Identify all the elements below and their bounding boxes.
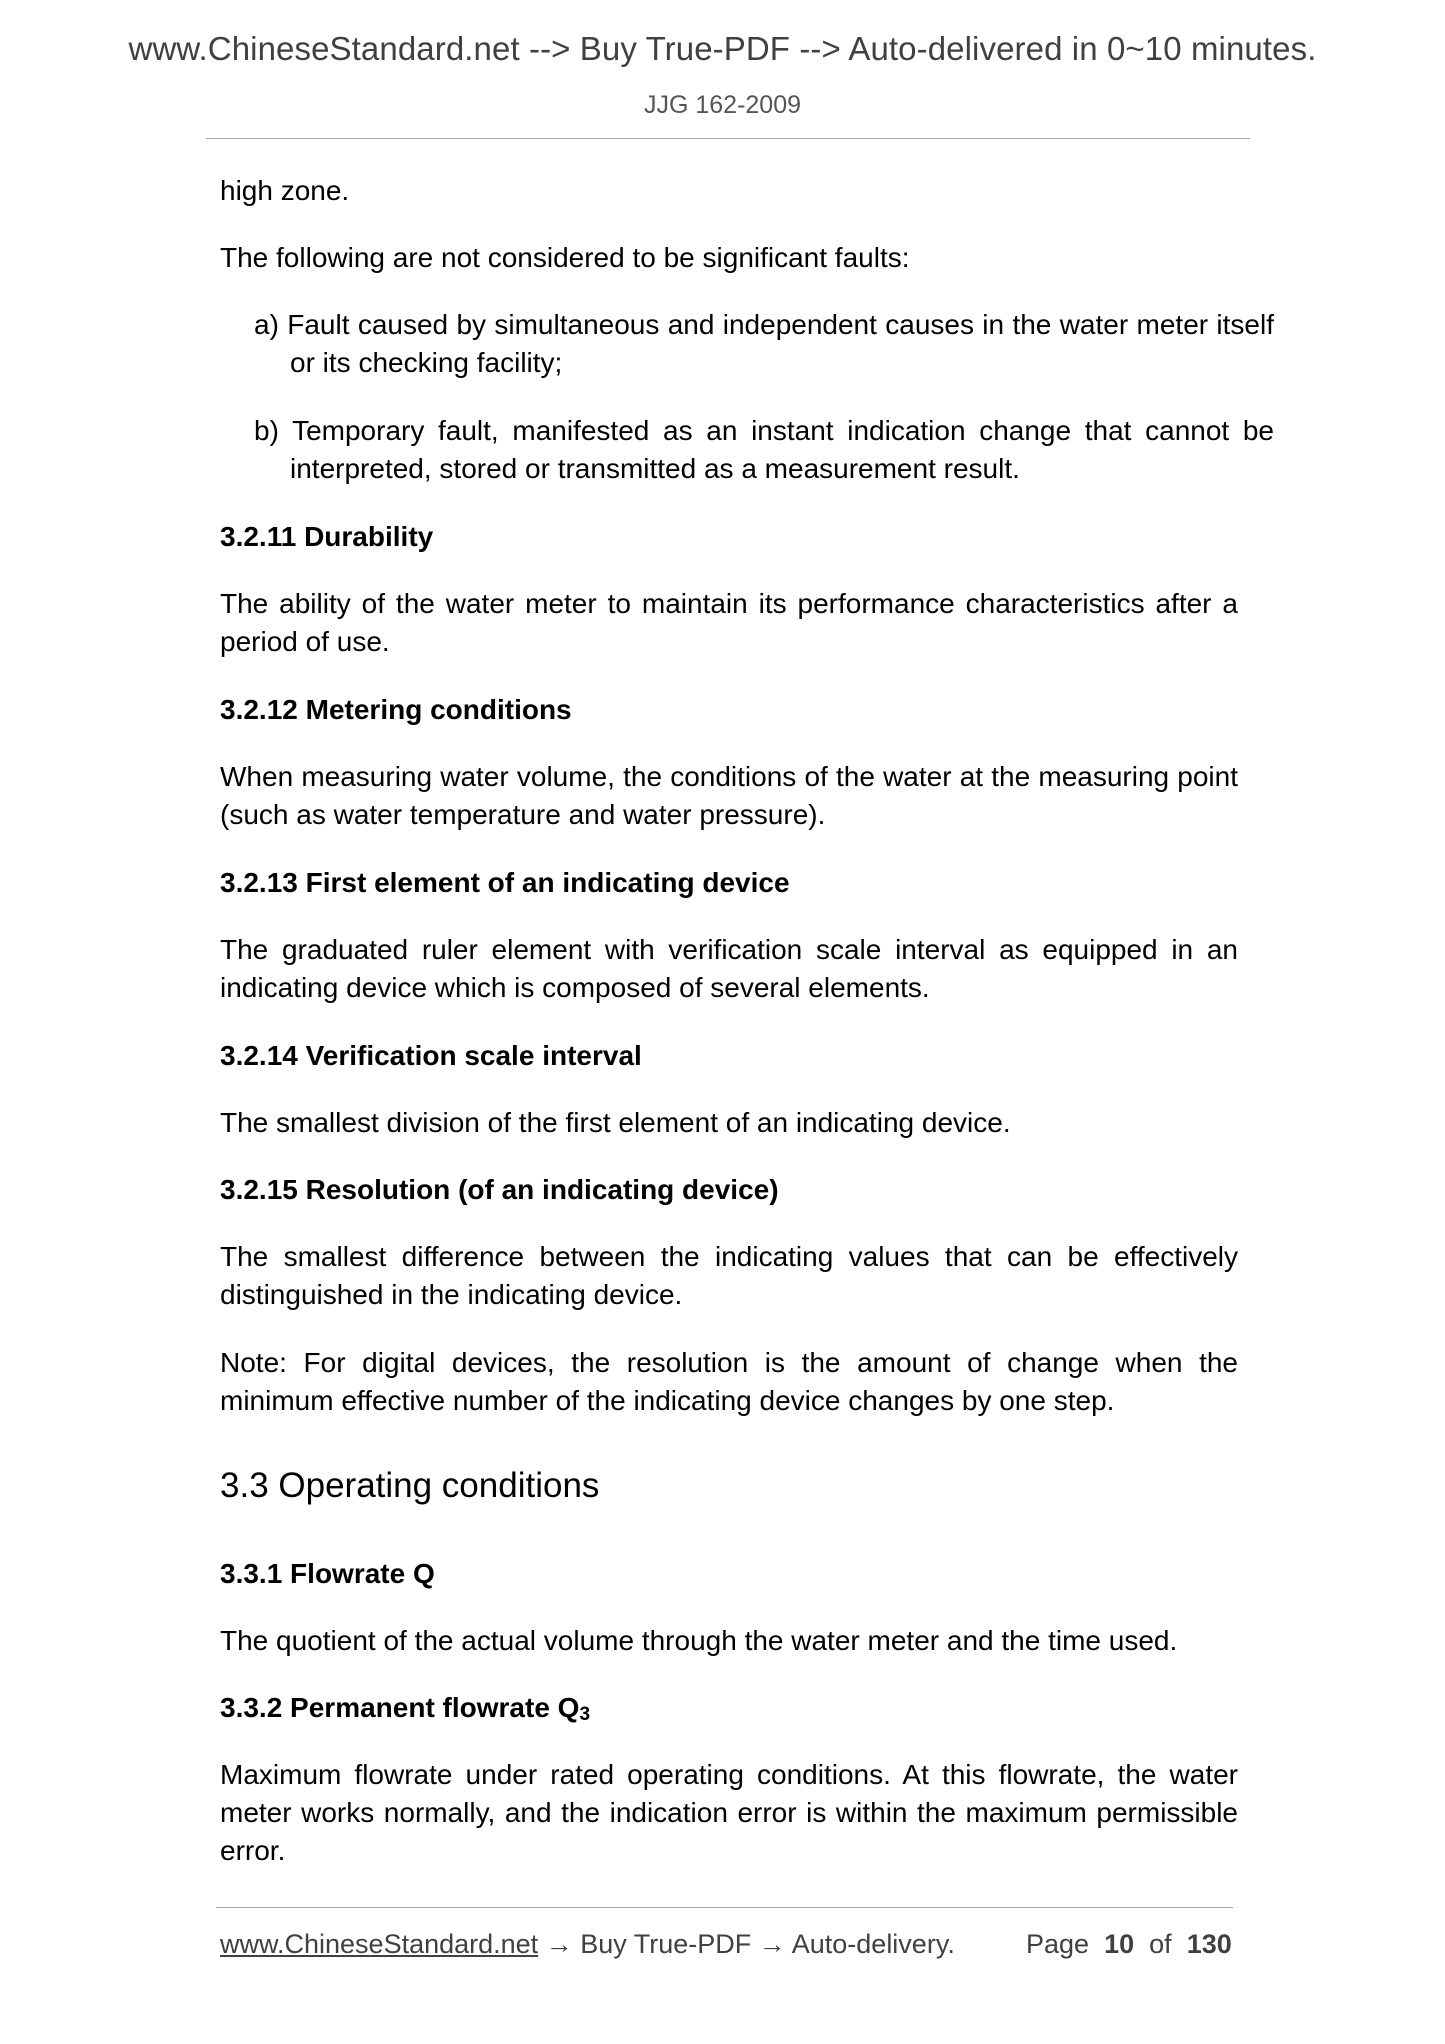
footer-promo <box>220 1929 955 1960</box>
footer-divider <box>216 1907 1233 1908</box>
footer-promo-text: → Buy True-PDF → Auto-delivery. <box>538 1929 955 1959</box>
standard-code: JJG 162-2009 <box>643 91 802 119</box>
paragraph: Maximum flowrate under rated operating conditions. At this flowrate, the water meter works normally, and the indication error is within the maximum permissible error. <box>220 1759 1238 1866</box>
section-heading: 3.3.1 Flowrate Q <box>220 1558 435 1589</box>
list-item-text: Temporary fault, manifested as an instant indication change that cannot be interpreted, stored or transmitted as a measurement result. <box>290 415 1274 484</box>
list-item <box>254 412 1274 488</box>
list-marker: b) <box>254 415 279 446</box>
note-paragraph: Note: For digital devices, the resolution is the amount of change when the minimum effective number of the indicating device changes by one step. <box>220 1347 1238 1416</box>
paragraph: The following are not considered to be significant faults: <box>220 242 910 273</box>
section-heading: 3.2.11 Durability <box>220 521 434 552</box>
paragraph: The smallest difference between the indicating values that can be effectively distinguished in the indicating device. <box>220 1241 1238 1310</box>
paragraph: The smallest division of the first element of an indicating device. <box>220 1107 1011 1138</box>
paragraph: The ability of the water meter to maintain its performance characteristics after a period of use. <box>220 588 1238 657</box>
section-heading-major: 3.3 Operating conditions <box>220 1466 600 1505</box>
paragraph: high zone. <box>220 175 350 206</box>
heading-text: 3.3.2 Permanent flowrate Q <box>220 1692 580 1723</box>
section-heading <box>220 1689 1238 1727</box>
page-current: 10 <box>1104 1929 1135 1959</box>
page-label: Page <box>1026 1929 1090 1959</box>
subscript: 3 <box>579 1704 591 1725</box>
section-heading: 3.2.12 Metering conditions <box>220 694 572 725</box>
page-total: 130 <box>1186 1929 1232 1959</box>
section-heading: 3.2.15 Resolution (of an indicating device) <box>220 1174 779 1205</box>
list-marker: a) <box>254 309 279 340</box>
header-divider <box>206 138 1250 139</box>
site-banner: www.ChineseStandard.net --> Buy True-PDF --> Auto-delivered in 0~10 minutes. <box>128 30 1317 67</box>
section-heading: 3.2.13 First element of an indicating device <box>220 867 790 898</box>
footer-site-link[interactable]: www.ChineseStandard.net <box>220 1929 539 1959</box>
page-of: of <box>1149 1929 1172 1959</box>
list-item <box>254 306 1274 382</box>
page-number <box>1026 1929 1232 1960</box>
paragraph: The quotient of the actual volume through the water meter and the time used. <box>220 1625 1178 1656</box>
paragraph: The graduated ruler element with verification scale interval as equipped in an indicating device which is composed of several elements. <box>220 934 1238 1003</box>
paragraph: When measuring water volume, the conditions of the water at the measuring point (such as water temperature and water pressure). <box>220 761 1238 830</box>
section-heading: 3.2.14 Verification scale interval <box>220 1040 642 1071</box>
list-item-text: Fault caused by simultaneous and independent causes in the water meter itself or its checking facility; <box>287 309 1274 378</box>
